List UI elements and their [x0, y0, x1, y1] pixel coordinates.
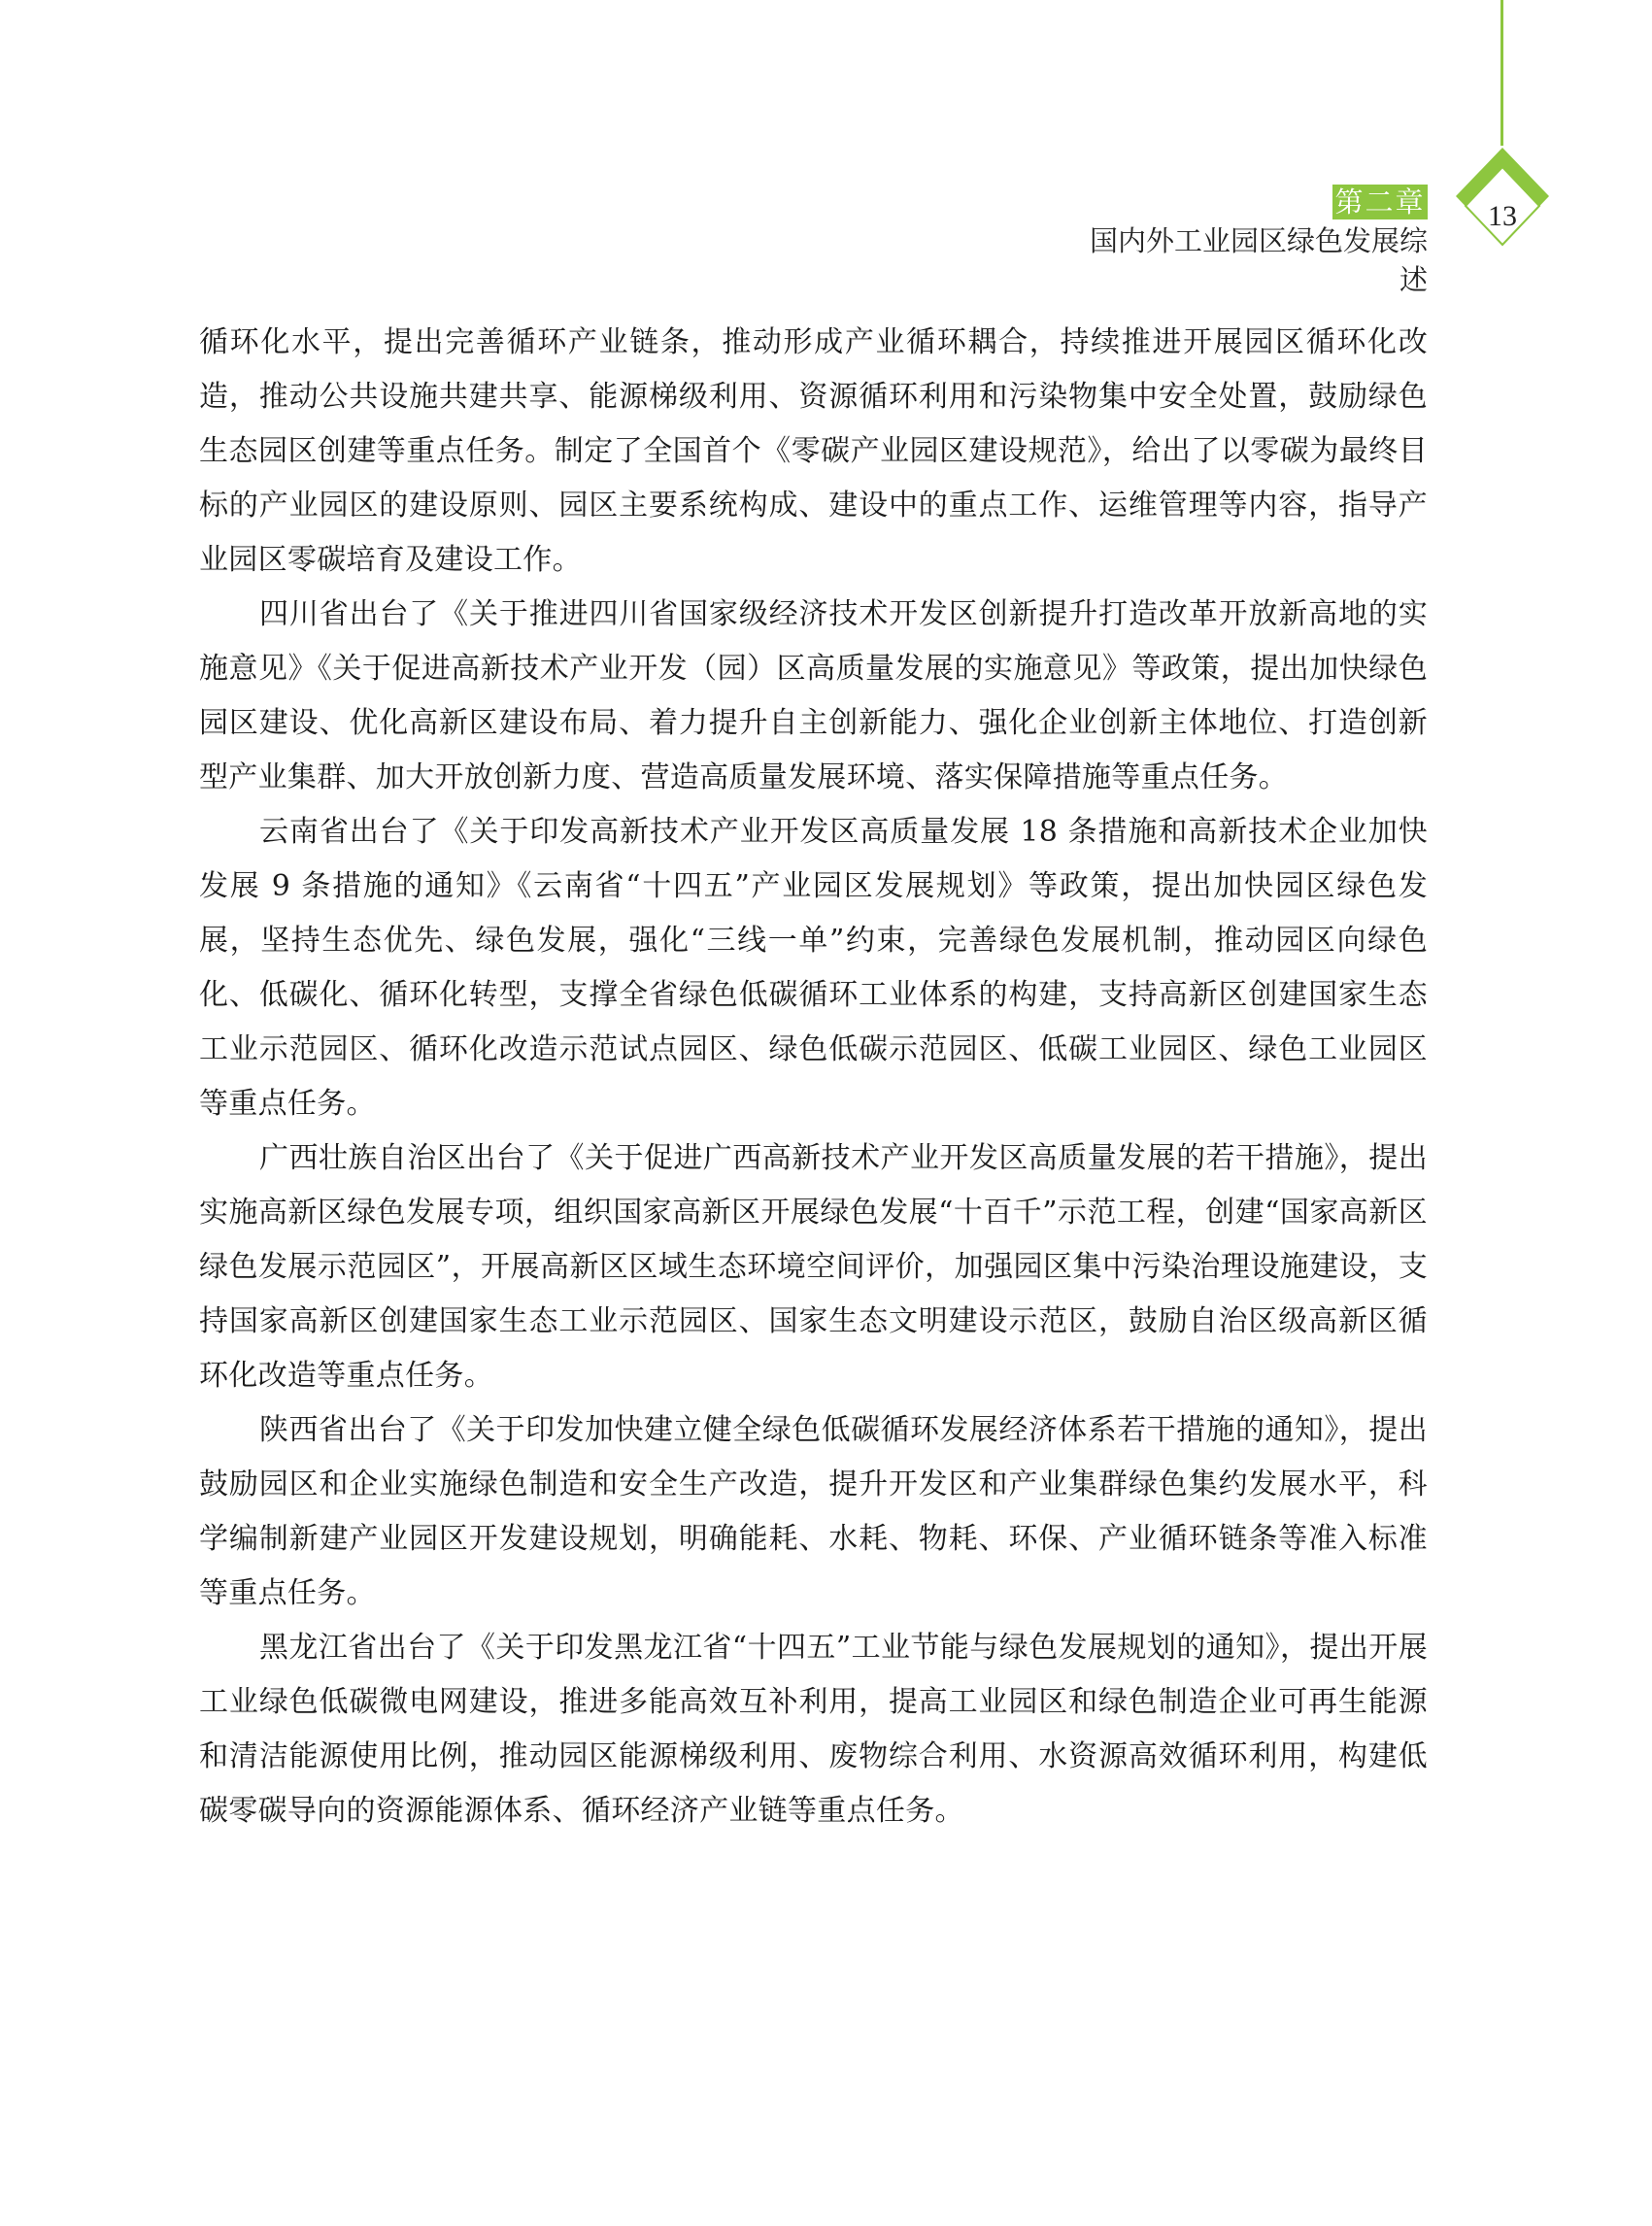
- header-accent-line: [1500, 0, 1503, 146]
- paragraph: 广西壮族自治区出台了《关于促进广西高新技术产业开发区高质量发展的若干措施》，提出实施高新区绿色发展专项，组织国家高新区开展绿色发展“十百千”示范工程，创建“国家高新区绿色发展示范园区”，开展高新区区域生态环境空间评价，加强园区集中污染治理设施建设，支持国家高新区创建国家生态工业示范园区、国家生态文明建设示范区，鼓励自治区级高新区循环化改造等重点任务。: [199, 1141, 1428, 1393]
- chapter-title: 国内外工业园区绿色发展综述: [1089, 224, 1428, 296]
- paragraph: 陕西省出台了《关于印发加快建立健全绿色低碳循环发展经济体系若干措施的通知》，提出鼓励园区和企业实施绿色制造和安全生产改造，提升开发区和产业集群绿色集约发展水平，科学编制新建产业园区开发建设规划，明确能耗、水耗、物耗、环保、产业循环链条等准入标准等重点任务。: [199, 1413, 1428, 1610]
- paragraph: 云南省出台了《关于印发高新技术产业开发区高质量发展 18 条措施和高新技术企业加快发展 9 条措施的通知》《云南省“十四五”产业园区发展规划》等政策，提出加快园区绿色发展，坚持生态优先、绿色发展，强化“三线一单”约束，完善绿色发展机制，推动园区向绿色化、低碳化、循环化转型，支撑全省绿色低碳循环工业体系的构建，支持高新区创建国家生态工业示范园区、循环化改造示范试点园区、绿色低碳示范园区、低碳工业园区、绿色工业园区等重点任务。: [199, 815, 1428, 1121]
- paragraph: 四川省出台了《关于推进四川省国家级经济技术开发区创新提升打造改革开放新高地的实施意见》《关于促进高新技术产业开发（园）区高质量发展的实施意见》等政策，提出加快绿色园区建设、优化高新区建设布局、着力提升自主创新能力、强化企业创新主体地位、打造创新型产业集群、加大开放创新力度、营造高质量发展环境、落实保障措施等重点任务。: [199, 597, 1428, 794]
- chapter-label: 第二章: [1332, 185, 1428, 219]
- paragraph: 循环化水平，提出完善循环产业链条，推动形成产业循环耦合，持续推进开展园区循环化改造，推动公共设施共建共享、能源梯级利用、资源循环利用和污染物集中安全处置，鼓励绿色生态园区创建等重点任务。制定了全国首个《零碳产业园区建设规范》，给出了以零碳为最终目标的产业园区的建设原则、园区主要系统构成、建设中的重点工作、运维管理等内容，指导产业园区零碳培育及建设工作。: [199, 325, 1428, 577]
- body-text: [199, 316, 1428, 1838]
- paragraph: 黑龙江省出台了《关于印发黑龙江省“十四五”工业节能与绿色发展规划的通知》，提出开展工业绿色低碳微电网建设，推进多能高效互补利用，提高工业园区和绿色制造企业可再生能源和清洁能源使用比例，推动园区能源梯级利用、废物综合利用、水资源高效循环利用，构建低碳零碳导向的资源能源体系、循环经济产业链等重点任务。: [199, 1631, 1428, 1828]
- page-header: [0, 0, 1652, 296]
- page-number: 13: [1488, 200, 1517, 232]
